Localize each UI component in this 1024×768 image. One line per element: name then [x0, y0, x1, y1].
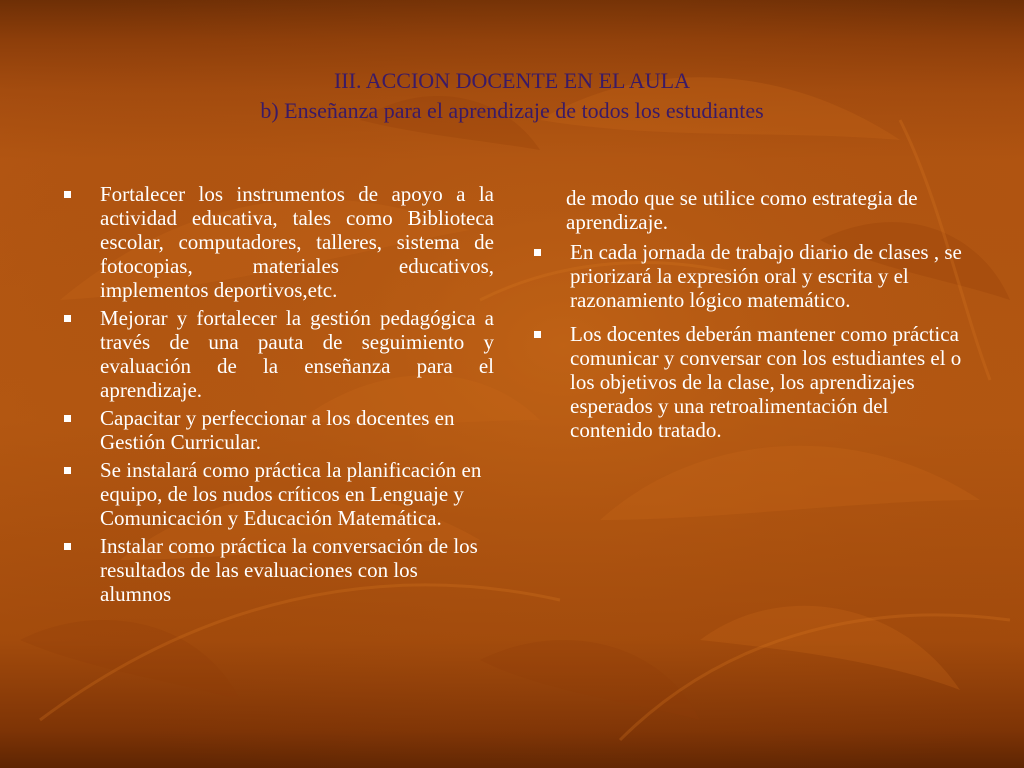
list-item — [58, 458, 494, 530]
square-bullet-icon — [64, 191, 71, 198]
list-item-text: En cada jornada de trabajo diario de clases , se priorizará la expresión oral y escrita y el razonamiento lógico matemático. — [570, 240, 962, 312]
square-bullet-icon — [64, 315, 71, 322]
left-bullet-list — [58, 182, 494, 606]
right-column — [528, 186, 974, 452]
right-bullet-list — [528, 240, 974, 442]
list-item — [58, 306, 494, 402]
list-item-text: Los docentes deberán mantener como práctica comunicar y conversar con los estudiantes el o los objetivos de la clase, los aprendizajes esperados y una retroalimentación del contenido tratado. — [570, 322, 962, 442]
square-bullet-icon — [64, 543, 71, 550]
title-line-1: III. ACCION DOCENTE EN EL AULA — [333, 68, 691, 93]
slide-title — [120, 66, 904, 126]
list-item-text: Mejorar y fortalecer la gestión pedagógica a través de una pauta de seguimiento y evaluación de la enseñanza para el aprendizaje. — [100, 306, 494, 402]
list-item-text: Instalar como práctica la conversación de los resultados de las evaluaciones con los alumnos — [100, 534, 478, 606]
list-item — [58, 406, 494, 454]
left-column — [58, 182, 494, 610]
square-bullet-icon — [64, 415, 71, 422]
continuation-text: de modo que se utilice como estrategia de aprendizaje. — [566, 186, 918, 234]
square-bullet-icon — [534, 249, 541, 256]
list-item — [528, 240, 974, 312]
list-item — [528, 322, 974, 442]
square-bullet-icon — [64, 467, 71, 474]
title-line-2: b) Enseñanza para el aprendizaje de todos los estudiantes — [260, 98, 764, 123]
list-item — [58, 182, 494, 302]
list-item-text: Capacitar y perfeccionar a los docentes en Gestión Curricular. — [100, 406, 455, 454]
list-item — [58, 534, 494, 606]
square-bullet-icon — [534, 331, 541, 338]
list-item-text: Fortalecer los instrumentos de apoyo a la actividad educativa, tales como Biblioteca escolar, computadores, talleres, sistema de fotocopias, materiales educativos, implementos deportivos,etc. — [100, 182, 494, 302]
list-item-text: Se instalará como práctica la planificación en equipo, de los nudos críticos en Lenguaje y Comunicación y Educación Matemática. — [100, 458, 482, 530]
